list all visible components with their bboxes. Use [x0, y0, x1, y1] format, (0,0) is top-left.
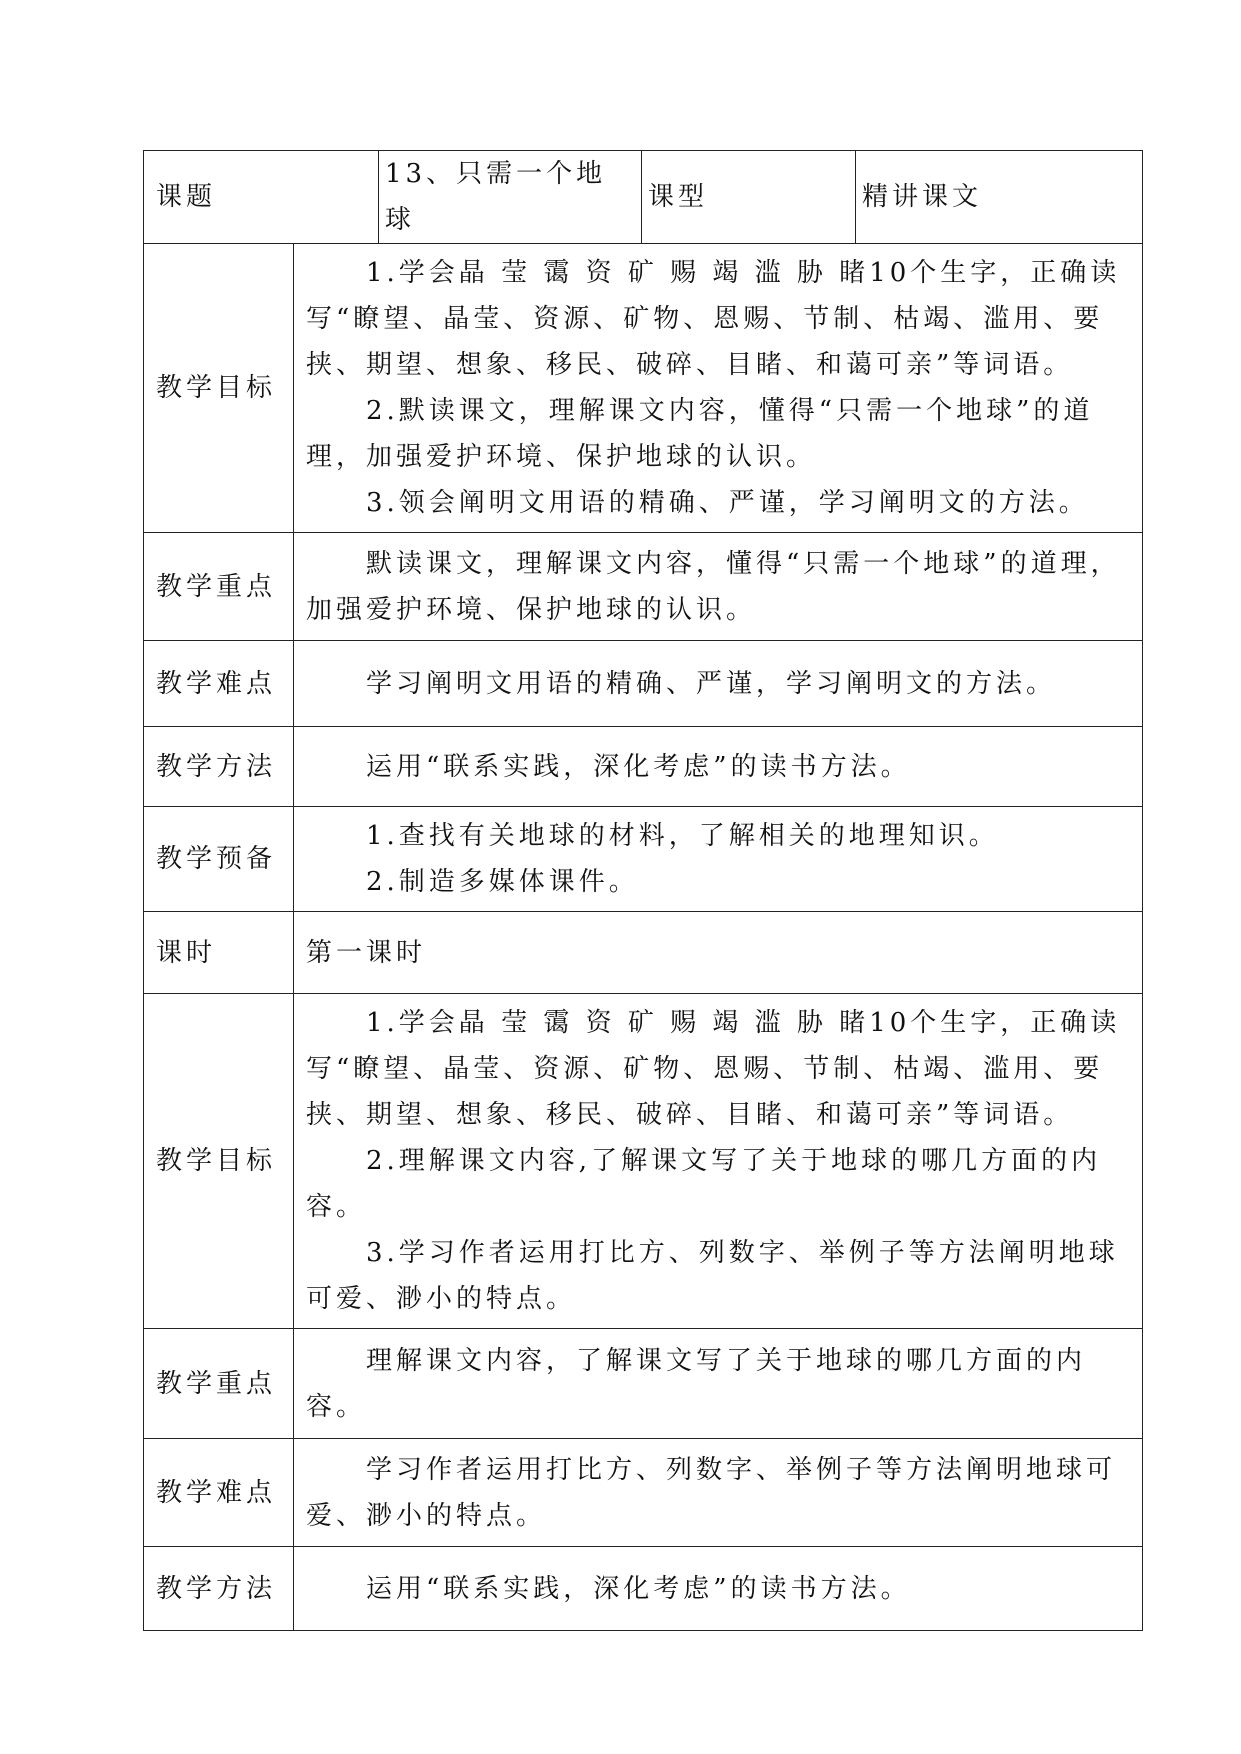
row-content: [294, 533, 1143, 641]
row-methods: [144, 727, 1143, 807]
content-line: 学习作者运用打比方、列数字、举例子等方法阐明地球可爱、渺小的特点。: [306, 1454, 1117, 1531]
row-label: 教学重点: [144, 533, 294, 641]
row-label: 教学目标: [144, 994, 294, 1329]
row-objectives: [144, 244, 1143, 533]
row-difficulties: [144, 641, 1143, 727]
row-label: 教学预备: [144, 807, 294, 912]
row-label: 教学难点: [144, 1439, 294, 1547]
row-content: [294, 244, 1143, 533]
content-line: 1.学会晶 莹 霭 资 矿 赐 竭 滥 胁 睹10个生字，正确读写“瞭望、晶莹、资源、矿物、恩赐、节制、枯竭、滥用、要挟、期望、想象、移民、破碎、目睹、和蔼可亲”等词语。: [306, 1008, 1121, 1130]
row-content: [294, 994, 1143, 1329]
content-line: 3.学习作者运用打比方、列数字、举例子等方法阐明地球可爱、渺小的特点。: [306, 1238, 1119, 1314]
topic-label: 课题: [144, 151, 379, 244]
row-objectives-period1: [144, 994, 1143, 1329]
row-key-points: [144, 533, 1143, 641]
row-label: 教学目标: [144, 244, 294, 533]
content-line: 默读课文，理解课文内容，懂得“只需一个地球”的道理，加强爱护环境、保护地球的认识。: [306, 548, 1121, 625]
content-line: 运用“联系实践，深化考虑”的读书方法。: [366, 751, 911, 782]
content-line: 2.默读课文，理解课文内容，懂得“只需一个地球”的道理，加强爱护环境、保护地球的认识。: [306, 396, 1094, 472]
row-preparation: [144, 807, 1143, 912]
row-difficulties-period1: [144, 1439, 1143, 1547]
row-content: [294, 727, 1143, 807]
content-line: 2.制造多媒体课件。: [366, 867, 639, 897]
row-content: [294, 1439, 1143, 1547]
content-line: 1.学会晶 莹 霭 资 矿 赐 竭 滥 胁 睹10个生字，正确读写“瞭望、晶莹、资源、矿物、恩赐、节制、枯竭、滥用、要挟、期望、想象、移民、破碎、目睹、和蔼可亲”等词语。: [306, 258, 1121, 380]
content-line: 1.查找有关地球的材料，了解相关的地理知识。: [366, 821, 999, 851]
row-content: [294, 807, 1143, 912]
lesson-plan-sheet: [143, 150, 1142, 1631]
lesson-plan-table: [143, 150, 1143, 1631]
topic-value: 13、只需一个地球: [379, 151, 642, 244]
row-label: 教学难点: [144, 641, 294, 727]
content-line: 运用“联系实践，深化考虑”的读书方法。: [366, 1573, 911, 1604]
row-label: 教学方法: [144, 727, 294, 807]
row-period: [144, 912, 1143, 994]
type-value: 精讲课文: [856, 151, 1143, 244]
content-line: 理解课文内容，了解课文写了关于地球的哪几方面的内容。: [306, 1345, 1087, 1422]
content-line: 2.理解课文内容,了解课文写了关于地球的哪几方面的内容。: [306, 1146, 1102, 1222]
header-row: [144, 151, 1143, 244]
row-content: [294, 1547, 1143, 1631]
row-content: [294, 1329, 1143, 1439]
period-value: 第一课时: [294, 912, 1143, 994]
row-content: [294, 641, 1143, 727]
content-line: 学习阐明文用语的精确、严谨，学习阐明文的方法。: [366, 668, 1057, 699]
row-label: 课时: [144, 912, 294, 994]
row-label: 教学重点: [144, 1329, 294, 1439]
row-key-points-period1: [144, 1329, 1143, 1439]
row-label: 教学方法: [144, 1547, 294, 1631]
content-line: 3.领会阐明文用语的精确、严谨，学习阐明文的方法。: [366, 488, 1089, 518]
row-methods-period1: [144, 1547, 1143, 1631]
type-label: 课型: [642, 151, 856, 244]
